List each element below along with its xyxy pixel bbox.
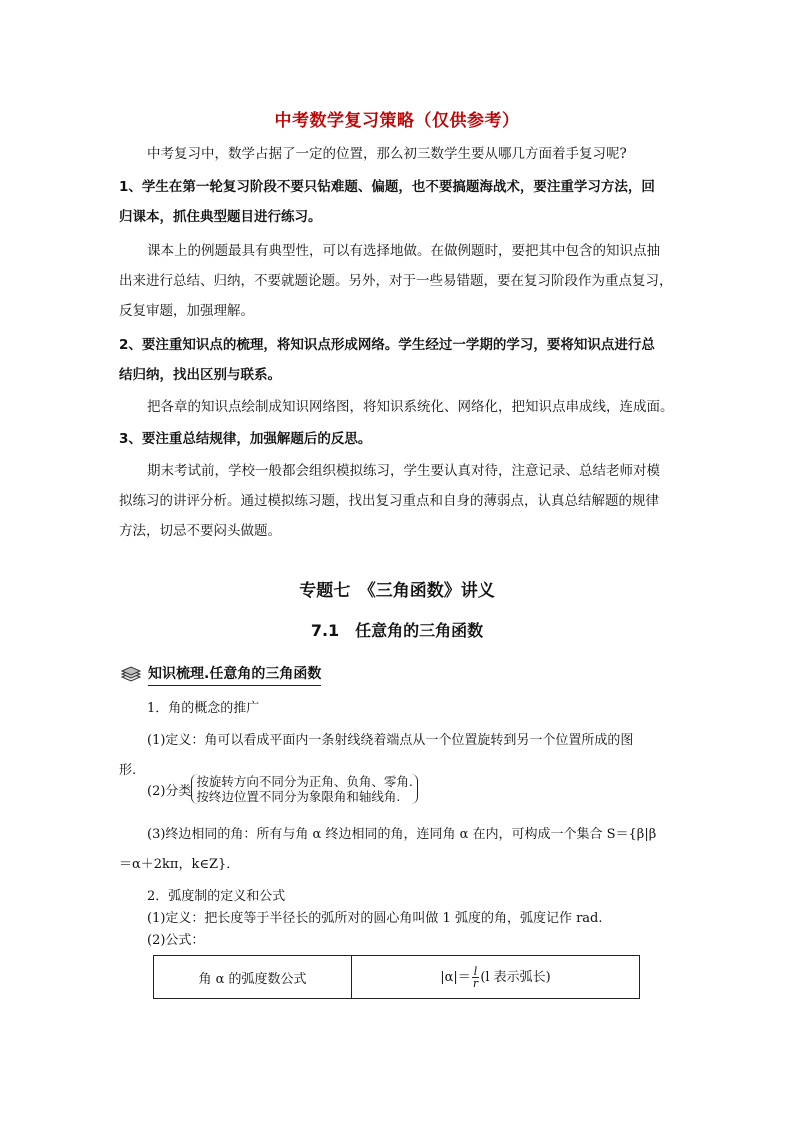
item1-definition-line1: (1)定义：角可以看成平面内一条射线绕着端点从一个位置旋转到另一个位置所成的图 <box>147 733 634 748</box>
table-cell-label: 角 α 的弧度数公式 <box>154 956 352 999</box>
para1-line2: 出来进行总结、归纳，不要就题论题。另外，对于一些易错题，要在复习阶段作为重点复习， <box>119 273 673 289</box>
formula-abs: |α|＝ <box>440 969 471 985</box>
para3-line2: 拟练习的讲评分析。通过模拟练习题，找出复习重点和自身的薄弱点，认真总结解题的规律 <box>119 493 659 509</box>
para3-line3: 方法，切忌不要闷头做题。 <box>119 523 281 539</box>
classification-terminal: 按终边位置不同分为象限角和轴线角. <box>196 789 401 804</box>
point2-line2: 结归纳，找出区别与联系。 <box>119 367 281 383</box>
classification-block <box>147 774 418 804</box>
point1-line2: 归课本，抓住典型题目进行练习。 <box>119 209 322 225</box>
classification-label: (2)分类 <box>147 783 192 799</box>
table-row <box>154 956 640 999</box>
table-cell-formula <box>352 956 640 999</box>
section-header <box>120 663 321 685</box>
item2-definition: (1)定义：把长度等于半径长的弧所对的圆心角叫做 1 弧度的角，弧度记作 rad. <box>147 911 603 926</box>
para1-line1: 课本上的例题最具有典型性，可以有选择地做。在做例题时，要把其中包含的知识点抽 <box>147 243 660 259</box>
point2-line1: 2、要注重知识点的梳理，将知识点形成网络。学生经过一学期的学习，要将知识点进行总 <box>119 337 655 353</box>
classification-rotation: 按旋转方向不同分为正角、负角、零角. <box>196 774 413 789</box>
item1-title: 1．角的概念的推广 <box>147 701 260 716</box>
classification-brace <box>191 774 417 804</box>
para3-line1: 期末考试前，学校一般都会组织模拟练习，学生要认真对待，注意记录、总结老师对模 <box>147 463 660 479</box>
point1-line1: 1、学生在第一轮复习阶段不要只钻难题、偏题，也不要搞题海战术，要注重学习方法，回 <box>119 179 655 195</box>
section-title: 知识梳理.任意角的三角函数 <box>148 663 321 686</box>
item1-terminal-line2: ＝α＋2kπ，k∈Z}． <box>119 857 240 872</box>
intro-lead: 中考复习中，数学占据了一定的位置，那么初三数学生要从哪几方面着手复习呢? <box>147 146 627 162</box>
formula-fraction <box>472 966 480 989</box>
topic-title: 专题七 《三角函数》讲义 <box>299 581 495 601</box>
fraction-numerator: l <box>473 964 478 978</box>
para2-line1: 把各章的知识点绘制成知识网络图，将知识系统化、网络化，把知识点串成线，连成面。 <box>147 399 674 415</box>
item2-formula-label: (2)公式： <box>147 933 205 948</box>
point3-line1: 3、要注重总结规律，加强解题后的反思。 <box>119 431 372 447</box>
formula-note: (l 表示弧长) <box>480 969 551 985</box>
section-subtitle: 7.1 任意角的三角函数 <box>310 621 484 640</box>
radian-formula-table <box>153 955 640 999</box>
item1-definition-line2: 形. <box>119 763 137 778</box>
para1-line3: 反复审题，加强理解。 <box>119 303 254 319</box>
page-title: 中考数学复习策略（仅供参考） <box>274 111 520 131</box>
book-stack-icon <box>120 665 142 683</box>
fraction-denominator: r <box>472 976 479 990</box>
item1-terminal-line1: (3)终边相同的角：所有与角 α 终边相同的角，连同角 α 在内，可构成一个集合 S＝{β|β <box>147 827 657 842</box>
item2-title: 2．弧度制的定义和公式 <box>147 889 286 904</box>
